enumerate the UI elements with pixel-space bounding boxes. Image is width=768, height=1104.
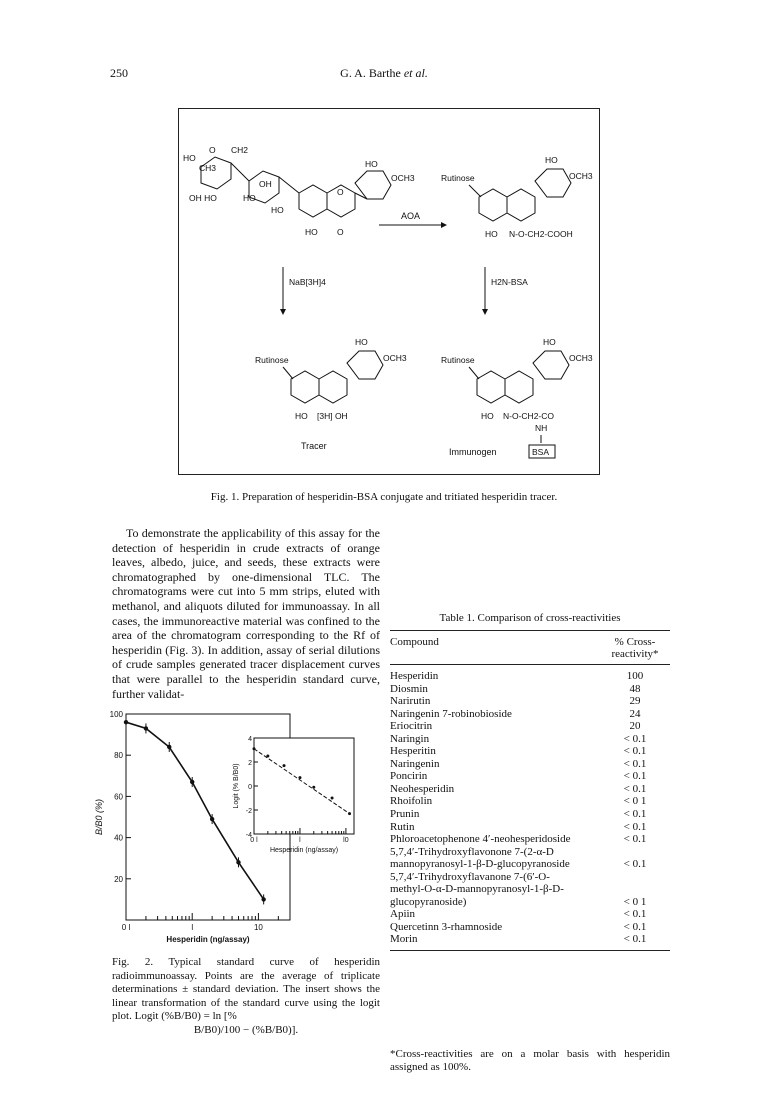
- cross-reactivity-cell: 48: [629, 682, 641, 695]
- compound-cell: Poncirin: [390, 770, 428, 783]
- cross-reactivity-cell: < 0.1: [623, 858, 647, 871]
- figure-1-caption: Fig. 1. Preparation of hesperidin-BSA conjugate and tritiated hesperidin tracer.: [210, 491, 558, 503]
- cross-reactivity-cell: < 0.1: [623, 732, 647, 745]
- label-ho-a3: HO: [295, 411, 308, 421]
- col-header-cross-reactivity: % Cross-reactivity*: [611, 636, 659, 660]
- inset-data-point: [283, 764, 286, 767]
- table-body: [390, 665, 670, 950]
- label-ch2: CH2: [231, 145, 249, 155]
- table-row: [390, 908, 670, 921]
- x-tick-label: 0 l: [121, 923, 131, 932]
- cross-reactivity-cell: < 0.1: [623, 757, 647, 770]
- compound-cell: mannopyranosyl-1-β-D-glucopyranoside: [390, 858, 570, 871]
- ring-c-2: [507, 189, 535, 221]
- x-tick-label: 10: [253, 923, 263, 932]
- sugar-ring-1: [201, 157, 231, 189]
- ring-c-4: [505, 371, 533, 403]
- label-ho-a4: HO: [481, 411, 494, 421]
- figure-1-scheme: [178, 108, 600, 475]
- label-och3-4: OCH3: [569, 353, 593, 363]
- ring-a-4: [477, 371, 505, 403]
- label-oh-sugar: OH: [259, 179, 272, 189]
- label-rutinose-tracer: Rutinose: [255, 355, 289, 365]
- inset-y-axis-label: Logit (% B/B0): [233, 763, 240, 809]
- label-nh: NH: [535, 423, 548, 433]
- table-row: [390, 708, 670, 721]
- label-ho-sugar: HO: [183, 153, 196, 163]
- inset-x-axis-label: Hesperidin (ng/assay): [269, 847, 339, 854]
- ring-a-2: [479, 189, 507, 221]
- inset-data-point: [266, 755, 269, 758]
- arrow-nabh4-head: [280, 309, 286, 315]
- arrow-aoa-head: [441, 222, 447, 228]
- ring-c-3: [319, 371, 347, 403]
- table-row: [390, 770, 670, 783]
- compound-cell: Rutin: [390, 820, 415, 833]
- inset-data-point: [298, 776, 301, 779]
- label-immunogen: Immunogen: [449, 447, 497, 457]
- cross-reactivity-cell: < 0.1: [623, 770, 647, 783]
- inset-plot-frame: [254, 738, 354, 834]
- table-1-title: Table 1. Comparison of cross-reactivities: [439, 612, 621, 624]
- figure-2-chart: [80, 710, 380, 952]
- cross-reactivity-cell: < 0 1: [623, 795, 647, 808]
- label-o-sugar: O: [209, 145, 216, 155]
- label-o-ring-1: O: [337, 187, 344, 197]
- label-ho-a1: HO: [305, 227, 318, 237]
- y-tick-label: 40: [114, 833, 123, 843]
- ring-b-1: [355, 171, 391, 199]
- table-row: [390, 795, 670, 808]
- table-row: [390, 846, 670, 859]
- label-och3-2: OCH3: [569, 171, 593, 181]
- compound-cell: 5,7,4′-Trihydroxyflavonone 7-(2-α-D: [390, 845, 554, 858]
- label-ho-sugar-3: HO: [271, 205, 284, 215]
- body-paragraph: To demonstrate the applicability of this assay for the detection of hesperidin in crude extracts of orange leaves, albedo, juice, and seeds, these extracts were chromatographed by one-dimensional TLC. The chromatograms were cut into 5 mm strips, eluted with methanol, and aliquots diluted for immunoassay. In all cases, the immunoreactive material was confined to the area of the chromatogram corresponding to the Rf of hesperidin (Fig. 3). In addition, assay of serial dilutions of crude samples generated tracer displacement curves that were parallel to the hesperidin standard curve, further validat-: [112, 526, 380, 701]
- inset-x-tick-label: l0: [343, 837, 349, 844]
- inset-x-tick-label: 0 l: [250, 837, 258, 844]
- inset-y-tick-label: -2: [245, 808, 252, 815]
- label-o-carbonyl-1: O: [337, 227, 344, 237]
- main-standard-curve: [126, 722, 264, 899]
- table-row: [390, 933, 670, 946]
- cross-reactivity-cell: < 0.1: [623, 820, 647, 833]
- main-x-axis-label: Hesperidin (ng/assay): [166, 935, 250, 944]
- compound-cell: Naringenin: [390, 757, 440, 770]
- inset-y-tick-label: 4: [248, 736, 252, 743]
- table-row: [390, 683, 670, 696]
- table-header: [390, 631, 670, 664]
- cross-reactivity-cell: < 0.1: [623, 745, 647, 758]
- label-ho-sugar-2: HO: [243, 193, 256, 203]
- label-ho-b4: HO: [543, 337, 556, 347]
- table-row: [390, 733, 670, 746]
- figure-2-caption-main: Fig. 2. Typical standard curve of hesperidin radioimmunoassay. Points are the average of triplicate determinations ± standard deviation. The insert shows the linear transformation of the standard curve using the logit plot. Logit (%B/B0) = ln [%: [112, 956, 380, 1023]
- label-och3-1: OCH3: [391, 173, 415, 183]
- table-row: [390, 833, 670, 846]
- inset-y-tick-label: 2: [248, 760, 252, 767]
- table-row: [390, 720, 670, 733]
- main-y-axis-label: B/B0 (%): [94, 798, 104, 836]
- label-nabh4: NaB[3H]4: [289, 277, 326, 287]
- ring-b-3: [347, 351, 383, 379]
- label-oxime-cooh: N-O-CH2-COOH: [509, 229, 573, 239]
- inset-data-point: [331, 797, 334, 800]
- compound-cell: Eriocitrin: [390, 720, 433, 733]
- compound-cell: Hesperitin: [390, 745, 436, 758]
- y-tick-label: 20: [114, 874, 123, 884]
- inset-data-point: [312, 786, 315, 789]
- table-row: [390, 695, 670, 708]
- label-rutinose-top: Rutinose: [441, 173, 475, 183]
- y-tick-label: 60: [114, 792, 123, 802]
- col-header-compound: Compound: [390, 636, 439, 648]
- compound-cell: Neohesperidin: [390, 782, 455, 795]
- label-oxime-co: N-O-CH2-CO: [503, 411, 554, 421]
- ring-b-4: [533, 351, 569, 379]
- body-text: [112, 526, 380, 701]
- table-row: [390, 745, 670, 758]
- table-row: [390, 921, 670, 934]
- y-tick-label: 100: [109, 710, 123, 719]
- cross-reactivity-cell: < 0.1: [623, 920, 647, 933]
- ring-a-3: [291, 371, 319, 403]
- cross-reactivity-cell: < 0.1: [623, 833, 647, 846]
- compound-cell: Prunin: [390, 808, 420, 821]
- compound-cell: methyl-O-α-D-mannopyranosyl-1-β-D-: [390, 883, 564, 896]
- cross-reactivity-cell: < 0.1: [623, 908, 647, 921]
- ring-a-1: [299, 185, 327, 217]
- table-bottom-rule: [390, 950, 670, 951]
- label-oh-ho: OH HO: [189, 193, 217, 203]
- table-row: [390, 896, 670, 909]
- compound-cell: Apiin: [390, 908, 416, 921]
- compound-cell: Naringenin 7-robinobioside: [390, 707, 512, 720]
- compound-cell: glucopyranoside): [390, 895, 467, 908]
- table-row: [390, 871, 670, 884]
- inset-data-point: [348, 812, 351, 815]
- label-ho-b1: HO: [365, 159, 378, 169]
- running-head-authors: G. A. Barthe: [340, 66, 401, 80]
- y-tick-label: 80: [114, 751, 123, 761]
- cross-reactivity-cell: 20: [629, 720, 641, 733]
- table-row: [390, 670, 670, 683]
- compound-cell: Narirutin: [390, 695, 431, 708]
- label-rutinose-immunogen: Rutinose: [441, 355, 475, 365]
- compound-cell: Phloroacetophenone 4′-neohesperidoside: [390, 833, 571, 846]
- inset-y-tick-label: 0: [248, 784, 252, 791]
- inset-y-tick-label: -4: [245, 832, 252, 839]
- compound-cell: Hesperidin: [390, 670, 439, 682]
- table-row: [390, 758, 670, 771]
- cross-reactivity-cell: < 0 1: [623, 895, 647, 908]
- x-tick-label: l: [191, 923, 194, 932]
- label-ho-b3: HO: [355, 337, 368, 347]
- inset-data-point: [253, 747, 256, 750]
- table-row: [390, 808, 670, 821]
- compound-cell: Rhoifolin: [390, 795, 433, 808]
- table-row: [390, 858, 670, 871]
- table-row: [390, 821, 670, 834]
- label-tracer: Tracer: [301, 441, 327, 451]
- label-och3-3: OCH3: [383, 353, 407, 363]
- compound-cell: Naringin: [390, 732, 430, 745]
- label-tritium-oh: [3H] OH: [317, 411, 348, 421]
- label-aoa: AOA: [401, 211, 421, 221]
- compound-cell: Quercetinn 3-rhamnoside: [390, 920, 503, 933]
- ring-b-2: [535, 169, 571, 197]
- inset-x-tick-label: l: [299, 837, 301, 844]
- label-ho-a2: HO: [485, 229, 498, 239]
- table-1: [390, 630, 670, 951]
- running-head-etal: et al.: [403, 66, 428, 80]
- label-bsa: BSA: [532, 447, 550, 457]
- cross-reactivity-cell: 100: [626, 670, 644, 682]
- figure-2-caption: [112, 956, 380, 1038]
- label-ho-b2: HO: [545, 155, 558, 165]
- cross-reactivity-cell: < 0.1: [623, 808, 647, 821]
- cross-reactivity-cell: < 0.1: [623, 933, 647, 946]
- compound-cell: Diosmin: [390, 682, 428, 695]
- cross-reactivity-cell: < 0.1: [623, 782, 647, 795]
- table-row: [390, 783, 670, 796]
- table-1-footnote: *Cross-reactivities are on a molar basis with hesperidin assigned as 100%.: [390, 1048, 670, 1073]
- table-row: [390, 883, 670, 896]
- arrow-bsa-head: [482, 309, 488, 315]
- label-h2n-bsa: H2N-BSA: [491, 277, 528, 287]
- label-ch3: CH3: [199, 163, 217, 173]
- reaction-scheme: [179, 109, 599, 474]
- cross-reactivity-cell: 24: [629, 707, 641, 720]
- figure-2-caption-end: B/B0)/100 − (%B/B0)].: [193, 1023, 299, 1036]
- page-number: 250: [110, 66, 128, 80]
- running-head: [0, 66, 768, 81]
- compound-cell: 5,7,4′-Trihydroxyflavanone 7-(6′-O-: [390, 870, 550, 883]
- compound-cell: Morin: [390, 933, 418, 946]
- cross-reactivity-cell: 29: [629, 695, 641, 708]
